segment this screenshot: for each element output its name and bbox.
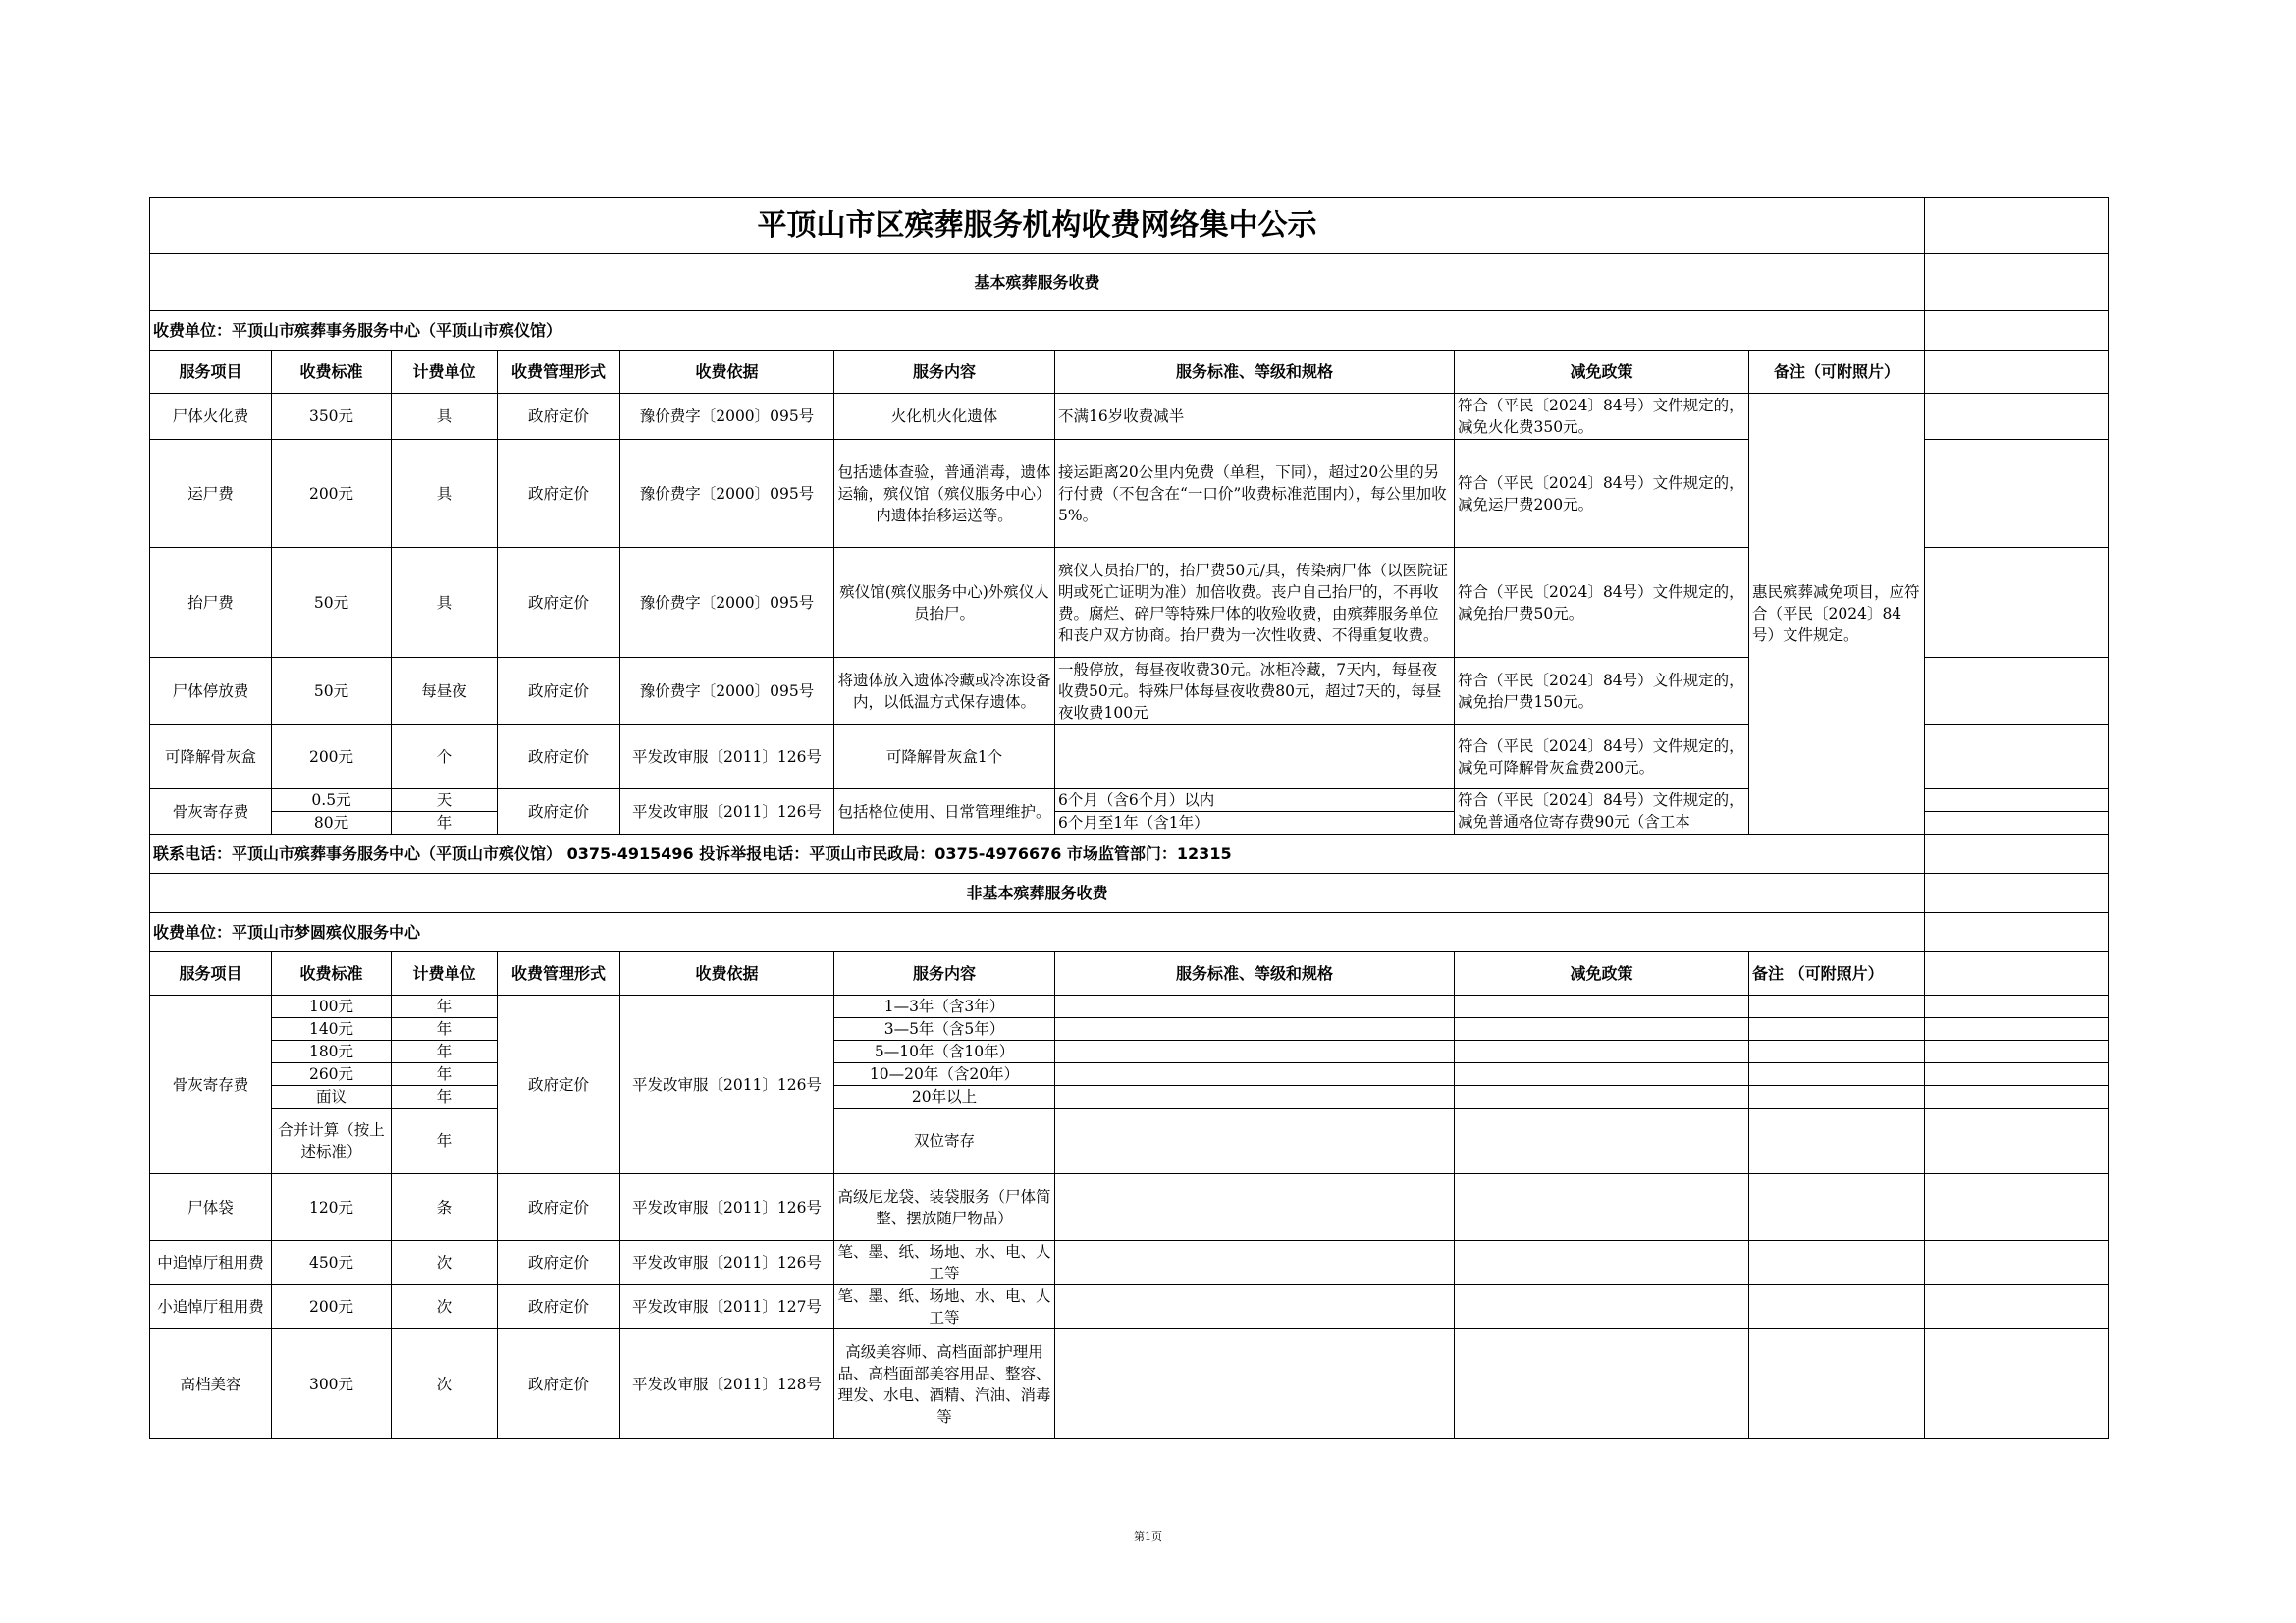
row-content: 火化机火化遗体 [834, 394, 1055, 440]
row-item: 尸体火化费 [150, 394, 272, 440]
row-policy [1455, 1109, 1749, 1174]
page-title: 平顶山市区殡葬服务机构收费网络集中公示 [150, 198, 1925, 254]
row-standard [1055, 1174, 1455, 1241]
remark-cell: 惠民殡葬减免项目，应符合（平民〔2024〕84号）文件规定。 [1749, 394, 1925, 835]
row-price: 450元 [272, 1241, 392, 1285]
row-content: 将遗体放入遗体冷藏或冷冻设备内，以低温方式保存遗体。 [834, 658, 1055, 725]
row-mgmt: 政府定价 [498, 725, 620, 789]
row-remark [1749, 1109, 1925, 1174]
empty-cell [1925, 1285, 2109, 1329]
row-price: 面议 [272, 1086, 392, 1109]
row-item: 骨灰寄存费 [150, 789, 272, 835]
row-unit: 每昼夜 [392, 658, 498, 725]
empty-cell [1925, 913, 2109, 952]
row-standard: 6个月（含6个月）以内 [1055, 789, 1455, 812]
col-header-remark: 备注（可附照片） [1749, 351, 1925, 394]
col-header-item: 服务项目 [150, 952, 272, 996]
row-remark [1749, 1241, 1925, 1285]
row-price: 200元 [272, 440, 392, 548]
row-standard: 不满16岁收费减半 [1055, 394, 1455, 440]
section-basic-unit: 收费单位：平顶山市殡葬事务服务中心（平顶山市殡仪馆） [150, 311, 1925, 351]
section-nonbasic-heading: 非基本殡葬服务收费 [150, 874, 1925, 913]
row-basis: 平发改审服〔2011〕126号 [620, 1174, 834, 1241]
row-basis: 平发改审服〔2011〕128号 [620, 1329, 834, 1439]
empty-cell [1925, 1174, 2109, 1241]
empty-cell [1925, 874, 2109, 913]
row-unit: 具 [392, 394, 498, 440]
row-unit: 个 [392, 725, 498, 789]
row-basis: 平发改审服〔2011〕127号 [620, 1285, 834, 1329]
row-unit: 年 [392, 1109, 498, 1174]
row-unit: 次 [392, 1285, 498, 1329]
empty-cell [1925, 952, 2109, 996]
col-header-price: 收费标准 [272, 952, 392, 996]
row-basis: 豫价费字〔2000〕095号 [620, 548, 834, 658]
row-content: 可降解骨灰盒1个 [834, 725, 1055, 789]
fee-table [149, 197, 2109, 1439]
col-header-mgmt: 收费管理形式 [498, 351, 620, 394]
empty-cell [1925, 658, 2109, 725]
row-mgmt: 政府定价 [498, 1329, 620, 1439]
col-header-unit: 计费单位 [392, 351, 498, 394]
row-mgmt: 政府定价 [498, 658, 620, 725]
row-policy [1455, 1329, 1749, 1439]
empty-cell [1925, 1329, 2109, 1439]
row-policy [1455, 1041, 1749, 1063]
row-unit: 年 [392, 1041, 498, 1063]
row-unit: 次 [392, 1329, 498, 1439]
row-mgmt: 政府定价 [498, 548, 620, 658]
row-basis: 平发改审服〔2011〕126号 [620, 996, 834, 1174]
empty-cell [1925, 254, 2109, 311]
row-item: 高档美容 [150, 1329, 272, 1439]
row-price: 260元 [272, 1063, 392, 1086]
row-remark [1749, 1086, 1925, 1109]
row-unit: 具 [392, 440, 498, 548]
row-content: 殡仪馆(殡仪服务中心)外殡仪人员抬尸。 [834, 548, 1055, 658]
row-policy: 符合（平民〔2024〕84号）文件规定的，减免可降解骨灰盒费200元。 [1455, 725, 1749, 789]
col-header-standard: 服务标准、等级和规格 [1055, 351, 1455, 394]
row-basis: 豫价费字〔2000〕095号 [620, 440, 834, 548]
row-unit: 年 [392, 996, 498, 1018]
row-policy [1455, 1086, 1749, 1109]
col-header-basis: 收费依据 [620, 351, 834, 394]
row-standard [1055, 1241, 1455, 1285]
row-content: 包括遗体查验，普通消毒，遗体运输，殡仪馆（殡仪服务中心）内遗体抬移运送等。 [834, 440, 1055, 548]
row-standard: 一般停放，每昼夜收费30元。冰柜冷藏，7天内，每昼夜收费50元。特殊尸体每昼夜收费80元，超过7天的，每昼夜收费100元 [1055, 658, 1455, 725]
row-standard [1055, 1041, 1455, 1063]
row-basis: 豫价费字〔2000〕095号 [620, 394, 834, 440]
row-price: 200元 [272, 725, 392, 789]
row-policy [1455, 1018, 1749, 1041]
row-price: 140元 [272, 1018, 392, 1041]
row-mgmt: 政府定价 [498, 440, 620, 548]
row-mgmt: 政府定价 [498, 1285, 620, 1329]
contact-line: 联系电话：平顶山市殡葬事务服务中心（平顶山市殡仪馆） 0375-4915496 投诉举报电话：平顶山市民政局：0375-4976676 市场监管部门：12315 [150, 835, 1925, 874]
col-header-mgmt: 收费管理形式 [498, 952, 620, 996]
row-price: 合并计算（按上述标准） [272, 1109, 392, 1174]
row-price: 200元 [272, 1285, 392, 1329]
row-policy [1455, 1174, 1749, 1241]
row-remark [1749, 1329, 1925, 1439]
row-mgmt: 政府定价 [498, 1241, 620, 1285]
row-standard: 6个月至1年（含1年） [1055, 812, 1455, 835]
row-price: 50元 [272, 548, 392, 658]
empty-cell [1925, 548, 2109, 658]
row-standard [1055, 1109, 1455, 1174]
row-price: 120元 [272, 1174, 392, 1241]
row-item: 中追悼厅租用费 [150, 1241, 272, 1285]
empty-cell [1925, 198, 2109, 254]
row-policy: 符合（平民〔2024〕84号）文件规定的，减免抬尸费50元。 [1455, 548, 1749, 658]
row-policy: 符合（平民〔2024〕84号）文件规定的，减免运尸费200元。 [1455, 440, 1749, 548]
row-standard [1055, 1018, 1455, 1041]
empty-cell [1925, 812, 2109, 835]
empty-cell [1925, 1109, 2109, 1174]
row-policy: 符合（平民〔2024〕84号）文件规定的，减免火化费350元。 [1455, 394, 1749, 440]
row-price: 350元 [272, 394, 392, 440]
empty-cell [1925, 789, 2109, 812]
row-standard [1055, 725, 1455, 789]
row-item: 尸体停放费 [150, 658, 272, 725]
row-item: 骨灰寄存费 [150, 996, 272, 1174]
empty-cell [1925, 440, 2109, 548]
empty-cell [1925, 351, 2109, 394]
row-basis: 豫价费字〔2000〕095号 [620, 658, 834, 725]
row-unit: 年 [392, 812, 498, 835]
row-basis: 平发改审服〔2011〕126号 [620, 725, 834, 789]
row-policy: 符合（平民〔2024〕84号）文件规定的，减免普通格位寄存费90元（含工本 [1455, 789, 1749, 835]
row-content: 双位寄存 [834, 1109, 1055, 1174]
row-remark [1749, 1174, 1925, 1241]
row-item: 运尸费 [150, 440, 272, 548]
row-unit: 条 [392, 1174, 498, 1241]
col-header-policy: 减免政策 [1455, 351, 1749, 394]
row-policy [1455, 1241, 1749, 1285]
row-unit: 具 [392, 548, 498, 658]
row-price: 100元 [272, 996, 392, 1018]
section-nonbasic-unit: 收费单位：平顶山市梦圆殡仪服务中心 [150, 913, 1925, 952]
empty-cell [1925, 1063, 2109, 1086]
row-content: 10—20年（含20年） [834, 1063, 1055, 1086]
row-basis: 平发改审服〔2011〕126号 [620, 1241, 834, 1285]
empty-cell [1925, 996, 2109, 1018]
row-content: 包括格位使用、日常管理维护。 [834, 789, 1055, 835]
row-unit: 年 [392, 1018, 498, 1041]
row-standard: 接运距离20公里内免费（单程，下同），超过20公里的另行付费（不包含在“一口价”收费标准范围内），每公里加收5%。 [1055, 440, 1455, 548]
row-mgmt: 政府定价 [498, 394, 620, 440]
row-price: 0.5元 [272, 789, 392, 812]
empty-cell [1925, 1241, 2109, 1285]
row-content: 5—10年（含10年） [834, 1041, 1055, 1063]
empty-cell [1925, 1018, 2109, 1041]
row-policy [1455, 996, 1749, 1018]
row-remark [1749, 1041, 1925, 1063]
empty-cell [1925, 835, 2109, 874]
col-header-unit: 计费单位 [392, 952, 498, 996]
row-remark [1749, 1018, 1925, 1041]
row-price: 80元 [272, 812, 392, 835]
col-header-price: 收费标准 [272, 351, 392, 394]
row-content: 高级美容师、高档面部护理用品、高档面部美容用品、整容、理发、水电、酒精、汽油、消毒等 [834, 1329, 1055, 1439]
row-content: 1—3年（含3年） [834, 996, 1055, 1018]
row-price: 300元 [272, 1329, 392, 1439]
row-standard [1055, 1063, 1455, 1086]
empty-cell [1925, 1086, 2109, 1109]
row-price: 180元 [272, 1041, 392, 1063]
row-unit: 年 [392, 1063, 498, 1086]
row-mgmt: 政府定价 [498, 1174, 620, 1241]
col-header-content: 服务内容 [834, 952, 1055, 996]
empty-cell [1925, 1041, 2109, 1063]
row-standard: 殡仪人员抬尸的，抬尸费50元/具，传染病尸体（以医院证明或死亡证明为准）加倍收费。丧户自己抬尸的，不再收费。腐烂、碎尸等特殊尸体的收殓收费，由殡葬服务单位和丧户双方协商。抬尸费为一次性收费、不得重复收费。 [1055, 548, 1455, 658]
row-item: 尸体袋 [150, 1174, 272, 1241]
row-remark [1749, 1063, 1925, 1086]
row-basis: 平发改审服〔2011〕126号 [620, 789, 834, 835]
row-unit: 年 [392, 1086, 498, 1109]
empty-cell [1925, 725, 2109, 789]
row-content: 笔、墨、纸、场地、水、电、人工等 [834, 1285, 1055, 1329]
page-number: 第1页 [1134, 1530, 1162, 1542]
row-remark [1749, 1285, 1925, 1329]
row-price: 50元 [272, 658, 392, 725]
col-header-basis: 收费依据 [620, 952, 834, 996]
row-standard [1055, 1329, 1455, 1439]
col-header-content: 服务内容 [834, 351, 1055, 394]
row-item: 小追悼厅租用费 [150, 1285, 272, 1329]
row-remark [1749, 996, 1925, 1018]
row-standard [1055, 1086, 1455, 1109]
row-policy: 符合（平民〔2024〕84号）文件规定的，减免抬尸费150元。 [1455, 658, 1749, 725]
empty-cell [1925, 311, 2109, 351]
row-mgmt: 政府定价 [498, 789, 620, 835]
row-policy [1455, 1063, 1749, 1086]
row-item: 抬尸费 [150, 548, 272, 658]
empty-cell [1925, 394, 2109, 440]
col-header-policy: 减免政策 [1455, 952, 1749, 996]
row-unit: 天 [392, 789, 498, 812]
section-basic-heading: 基本殡葬服务收费 [150, 254, 1925, 311]
row-content: 高级尼龙袋、装袋服务（尸体简整、摆放随尸物品） [834, 1174, 1055, 1241]
row-mgmt: 政府定价 [498, 996, 620, 1174]
col-header-standard: 服务标准、等级和规格 [1055, 952, 1455, 996]
row-standard [1055, 1285, 1455, 1329]
row-content: 笔、墨、纸、场地、水、电、人工等 [834, 1241, 1055, 1285]
row-content: 3—5年（含5年） [834, 1018, 1055, 1041]
row-unit: 次 [392, 1241, 498, 1285]
col-header-remark: 备注 （可附照片） [1749, 952, 1925, 996]
row-item: 可降解骨灰盒 [150, 725, 272, 789]
col-header-item: 服务项目 [150, 351, 272, 394]
row-standard [1055, 996, 1455, 1018]
row-content: 20年以上 [834, 1086, 1055, 1109]
row-policy [1455, 1285, 1749, 1329]
